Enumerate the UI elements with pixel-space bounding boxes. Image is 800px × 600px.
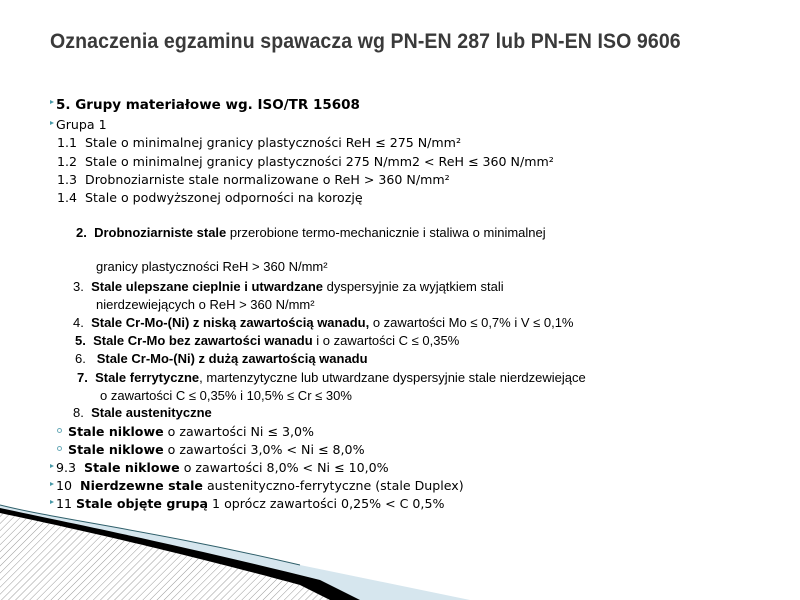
circle-bullet-icon bbox=[57, 446, 62, 451]
group-item-1-2 bbox=[57, 154, 554, 170]
group-number: 8. bbox=[73, 405, 84, 420]
tail-item-9-3 bbox=[50, 460, 389, 476]
item-number: 1.2 bbox=[57, 154, 78, 169]
item-text: Stale o minimalnej granicy plastyczności 275 N/mm2 < ReH ≤ 360 N/mm² bbox=[85, 154, 554, 169]
group-desc: i o zawartości C ≤ 0,35% bbox=[312, 333, 460, 348]
group-desc: przerobione termo-mechanicznie i staliwa o minimalnej bbox=[226, 225, 546, 240]
triangle-bullet-icon bbox=[50, 464, 54, 468]
group-desc: , martenzytyczne lub utwardzane dyspersyjnie stale nierdzewiejące bbox=[199, 370, 586, 385]
item-number: 10 bbox=[56, 478, 81, 493]
item-text: o zawartości Ni ≤ 3,0% bbox=[163, 424, 314, 439]
item-text: o zawartości 3,0% < Ni ≤ 8,0% bbox=[163, 442, 365, 457]
group-name: Stale ulepszane cieplnie i utwardzane bbox=[91, 279, 323, 294]
group-desc: dyspersyjnie za wyjątkiem stali bbox=[322, 279, 504, 294]
group-8 bbox=[73, 405, 212, 421]
slide-title: Oznaczenia egzaminu spawacza wg PN-EN 287 lub PN-EN ISO 9606 bbox=[50, 30, 681, 53]
group-2-cont: granicy plastyczności ReH > 360 N/mm² bbox=[96, 259, 328, 274]
item-text: Drobnoziarniste stale normalizowane o ReH > 360 N/mm² bbox=[85, 172, 450, 187]
group-7 bbox=[77, 370, 586, 386]
nickel-item-2 bbox=[57, 442, 365, 458]
item-text: austenityczno-ferrytyczne (stale Duplex) bbox=[202, 478, 464, 493]
heading-text: 5. Grupy materiałowe wg. ISO/TR 15608 bbox=[56, 97, 360, 113]
triangle-bullet-icon bbox=[50, 121, 54, 125]
item-number: 1.4 bbox=[57, 190, 78, 205]
item-number: 1.1 bbox=[57, 135, 78, 150]
tail-item-11 bbox=[50, 496, 444, 512]
item-name: Nierdzewne stale bbox=[80, 478, 203, 493]
tail-item-10 bbox=[50, 478, 464, 494]
group-name: Stale Cr-Mo-(Ni) z niską zawartością wanadu, bbox=[91, 315, 370, 330]
group-6 bbox=[75, 351, 368, 367]
item-number: 9.3 bbox=[56, 460, 85, 475]
triangle-bullet-icon bbox=[50, 482, 54, 486]
group-name: Drobnoziarniste stale bbox=[94, 225, 227, 240]
item-name: Stale niklowe bbox=[84, 460, 180, 475]
group-4 bbox=[73, 315, 574, 331]
group-name: Stale austenityczne bbox=[91, 405, 212, 420]
group-item-1-3 bbox=[57, 172, 450, 188]
item-name: Stale objęte grupą bbox=[76, 496, 209, 511]
group-name: Stale Cr-Mo-(Ni) z dużą zawartością wanadu bbox=[96, 351, 368, 366]
circle-bullet-icon bbox=[57, 428, 62, 433]
group-number: 3. bbox=[73, 279, 84, 294]
group-number: 4. bbox=[73, 315, 84, 330]
group-number: 6. bbox=[75, 351, 86, 366]
group-item-1-1 bbox=[57, 135, 461, 151]
item-text: Stale o podwyższonej odporności na korozję bbox=[85, 190, 363, 205]
group-name: Stale Cr-Mo bez zawartości wanadu bbox=[93, 333, 313, 348]
group-3-cont: nierdzewiejących o ReH > 360 N/mm² bbox=[96, 297, 315, 312]
item-name: Stale niklowe bbox=[68, 424, 164, 439]
item-name: Stale niklowe bbox=[68, 442, 164, 457]
group-name: Stale ferrytyczne bbox=[95, 370, 200, 385]
nickel-item-1 bbox=[57, 424, 314, 440]
triangle-bullet-icon bbox=[50, 100, 54, 104]
group-2 bbox=[76, 225, 546, 241]
group1-label bbox=[50, 117, 107, 133]
group-number: 7. bbox=[77, 370, 88, 385]
group1-label-text: Grupa 1 bbox=[56, 117, 107, 132]
item-text: 1 oprócz zawartości 0,25% < C 0,5% bbox=[208, 496, 445, 511]
section-heading bbox=[50, 97, 360, 113]
group-3 bbox=[73, 279, 504, 295]
item-text: Stale o minimalnej granicy plastyczności ReH ≤ 275 N/mm² bbox=[85, 135, 461, 150]
group-5 bbox=[75, 333, 459, 349]
group-7-cont: o zawartości C ≤ 0,35% i 10,5% ≤ Cr ≤ 30% bbox=[100, 388, 352, 403]
item-number: 11 bbox=[56, 496, 77, 511]
group-desc: o zawartości Mo ≤ 0,7% i V ≤ 0,1% bbox=[369, 315, 574, 330]
item-text: o zawartości 8,0% < Ni ≤ 10,0% bbox=[179, 460, 389, 475]
triangle-bullet-icon bbox=[50, 500, 54, 504]
group-number: 5. bbox=[75, 333, 86, 348]
group-number: 2. bbox=[76, 225, 87, 240]
group-item-1-4 bbox=[57, 190, 363, 206]
item-number: 1.3 bbox=[57, 172, 78, 187]
